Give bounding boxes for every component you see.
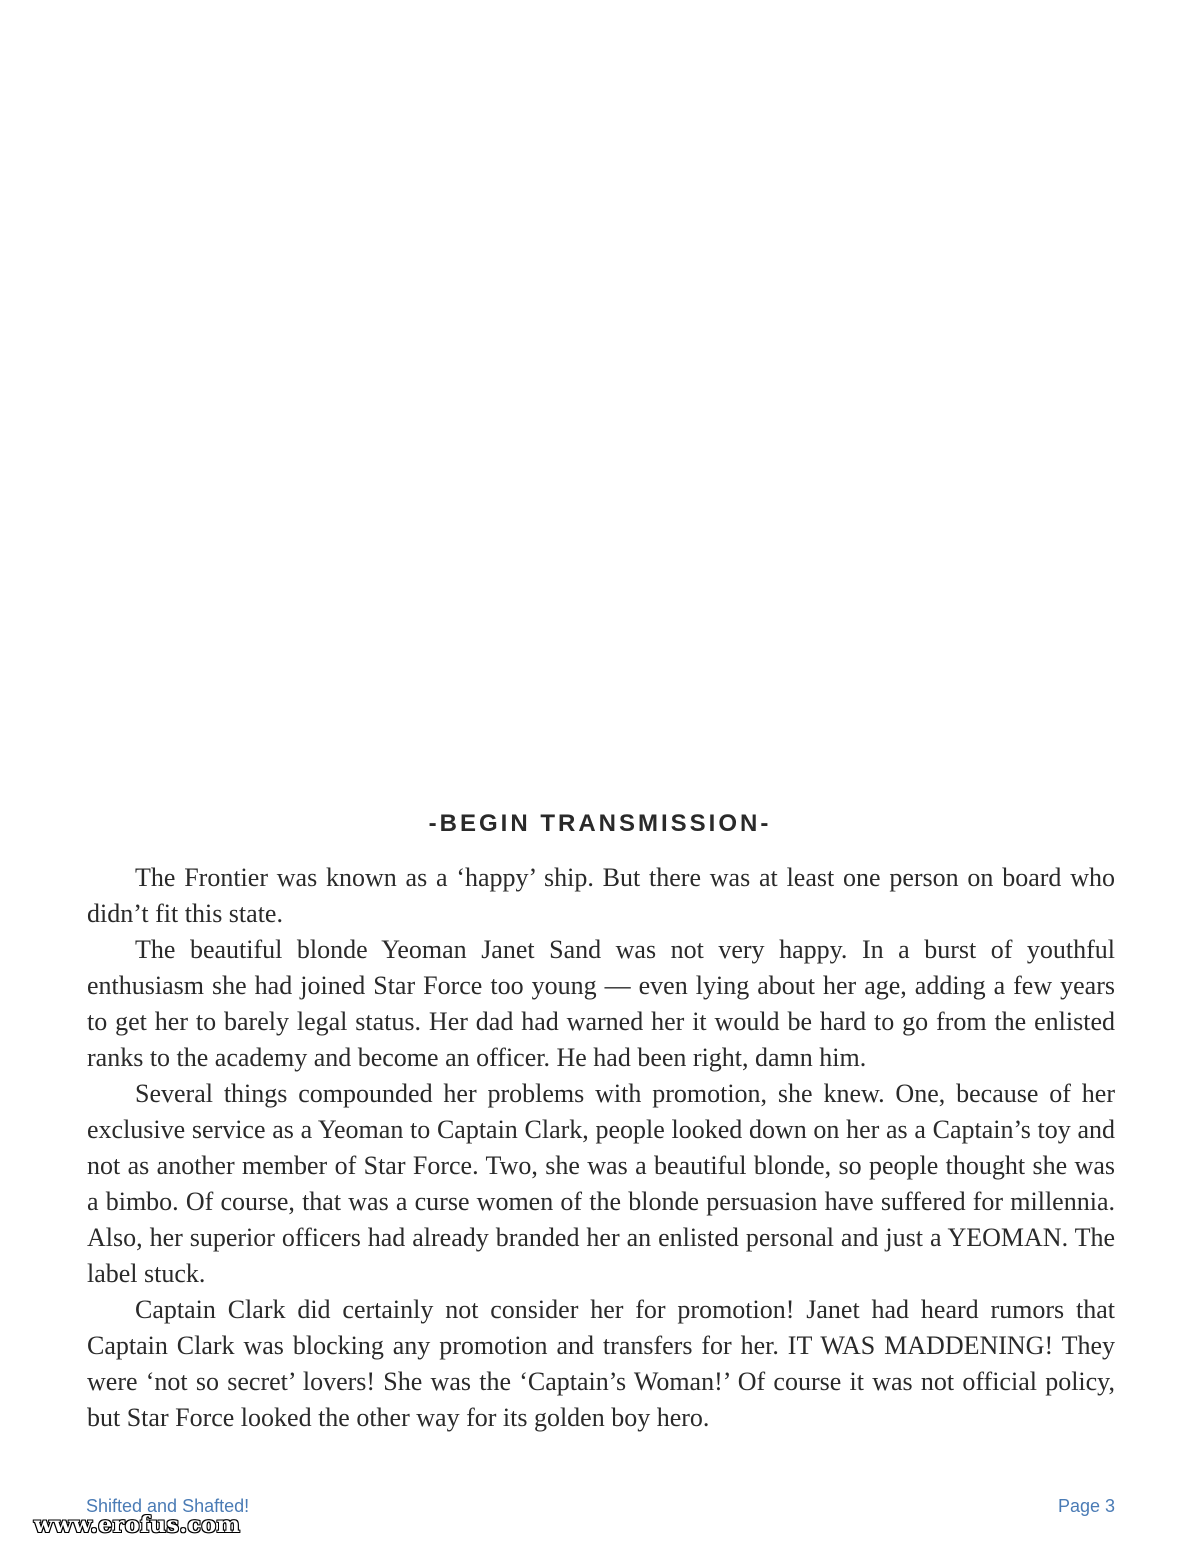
section-heading: -BEGIN TRANSMISSION- [428,810,772,837]
watermark: www.erofus.com [34,1512,241,1538]
paragraph: The Frontier was known as a ‘happy’ ship. But there was at least one person on board who didn’t fit this state. [87,863,1115,928]
paragraph: The beautiful blonde Yeoman Janet Sand was not very happy. In a burst of youthful enthusiasm she had joined Star Force too young — even lying about her age, adding a few years to get her to barely legal status. Her dad had warned her it would be hard to go from the enlisted ranks to the academy and become an officer. He had been right, damn him. [87,935,1115,1072]
story-text [87,860,1115,1436]
footer-book-title: Shifted and Shafted! [86,1496,250,1516]
footer-page-number: Page 3 [1057,1496,1115,1516]
paragraph: Several things compounded her problems with promotion, she knew. One, because of her exclusive service as a Yeoman to Captain Clark, people looked down on her as a Captain’s toy and not as another member of Star Force. Two, she was a beautiful blonde, so people thought she was a bimbo. Of course, that was a curse women of the blonde persuasion have suffered for millennia. Also, her superior officers had already branded her an enlisted personal and just a YEOMAN. The label stuck. [87,1079,1115,1288]
paragraph: Captain Clark did certainly not consider her for promotion! Janet had heard rumors that Captain Clark was blocking any promotion and transfers for her. IT WAS MADDENING! They were ‘not so secret’ lovers! She was the ‘Captain’s Woman!’ Of course it was not official policy, but Star Force looked the other way for its golden boy hero. [87,1295,1115,1432]
